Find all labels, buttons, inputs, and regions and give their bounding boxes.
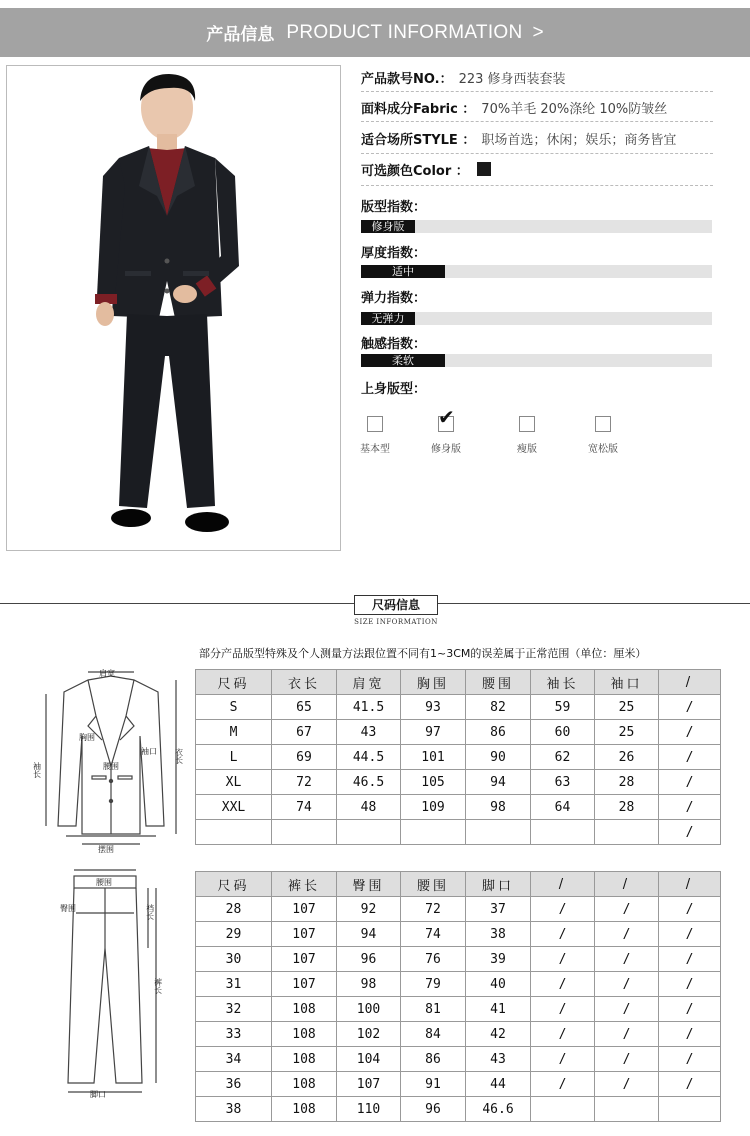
table-cell: 30 — [196, 947, 272, 972]
table-cell: / — [595, 1022, 659, 1047]
table-cell: / — [531, 1047, 595, 1072]
table-cell: 72 — [272, 770, 337, 795]
table-cell: 82 — [466, 695, 531, 720]
fit-index-bar — [361, 220, 712, 233]
table-cell: 74 — [401, 922, 466, 947]
table-cell: 43 — [337, 720, 401, 745]
jacket-diagram — [32, 666, 186, 854]
table-cell: / — [595, 922, 659, 947]
table-cell — [531, 820, 595, 845]
table-cell: / — [595, 1072, 659, 1097]
fit-option-label: 瘦版 — [517, 444, 537, 455]
table-cell: / — [659, 770, 721, 795]
table-cell: 97 — [401, 720, 466, 745]
table-cell: / — [659, 897, 721, 922]
model-number-label: 产品款号NO.： — [361, 71, 453, 87]
table-cell: 46.5 — [337, 770, 401, 795]
table-cell: / — [659, 820, 721, 845]
table-row — [196, 1072, 721, 1097]
table-cell: 96 — [401, 1097, 466, 1122]
table-cell: 92 — [337, 897, 401, 922]
column-header: 腰围 — [466, 670, 531, 695]
table-cell: 86 — [466, 720, 531, 745]
table-row — [196, 997, 721, 1022]
table-cell: 101 — [401, 745, 466, 770]
table-cell: 72 — [401, 897, 466, 922]
table-cell: / — [595, 972, 659, 997]
thickness-index-value: 适中 — [392, 265, 414, 278]
fabric-label: 面料成分Fabric ： — [361, 101, 476, 117]
table-cell: / — [595, 897, 659, 922]
table-cell: / — [531, 997, 595, 1022]
color-swatch[interactable] — [477, 162, 491, 176]
table-cell: XXL — [196, 795, 272, 820]
table-cell — [531, 1097, 595, 1122]
table-cell: 108 — [272, 1072, 337, 1097]
table-cell: / — [659, 745, 721, 770]
table-cell: 37 — [466, 897, 531, 922]
table-row — [196, 820, 721, 845]
divider — [361, 121, 713, 122]
table-row — [196, 1097, 721, 1122]
table-cell: 42 — [466, 1022, 531, 1047]
table-cell: 62 — [531, 745, 595, 770]
fit-index-value: 修身版 — [371, 220, 405, 233]
table-cell: 44 — [466, 1072, 531, 1097]
table-row — [196, 947, 721, 972]
column-header: / — [595, 872, 659, 897]
table-cell: / — [595, 1047, 659, 1072]
column-header: 臀围 — [337, 872, 401, 897]
table-cell — [466, 820, 531, 845]
hem-label: 摆围 — [98, 845, 114, 854]
table-cell: 65 — [272, 695, 337, 720]
column-header: / — [659, 670, 721, 695]
fit-index-label: 版型指数： — [361, 200, 427, 215]
divider — [361, 153, 713, 154]
table-cell: 25 — [595, 695, 659, 720]
table-cell: / — [659, 997, 721, 1022]
divider — [361, 185, 713, 186]
table-cell: 108 — [272, 1022, 337, 1047]
table-cell: / — [531, 947, 595, 972]
table-cell: 84 — [401, 1022, 466, 1047]
fit-option-loose[interactable] — [573, 416, 633, 455]
table-cell: / — [531, 972, 595, 997]
table-cell: XL — [196, 770, 272, 795]
table-cell: / — [659, 1022, 721, 1047]
table-cell: 33 — [196, 1022, 272, 1047]
header-title-zh: 产品信息 — [206, 25, 275, 45]
fit-option-label: 宽松版 — [588, 444, 618, 455]
table-row — [196, 770, 721, 795]
pants-diagram — [56, 868, 166, 1098]
sleeve-opening-label: 袖口 — [141, 747, 157, 756]
table-cell: / — [531, 897, 595, 922]
table-cell: 90 — [466, 745, 531, 770]
table-cell: 81 — [401, 997, 466, 1022]
style-label: 适合场所STYLE ： — [361, 132, 476, 148]
product-info-header — [0, 8, 750, 57]
table-cell: 59 — [531, 695, 595, 720]
column-header: 袖长 — [531, 670, 595, 695]
divider — [361, 91, 713, 92]
table-cell: 48 — [337, 795, 401, 820]
table-cell: 86 — [401, 1047, 466, 1072]
table-cell: 29 — [196, 922, 272, 947]
table-cell: / — [595, 947, 659, 972]
table-cell: 39 — [466, 947, 531, 972]
table-cell: 76 — [401, 947, 466, 972]
table-cell: 98 — [466, 795, 531, 820]
touch-index-bar — [361, 354, 712, 367]
table-row — [196, 1022, 721, 1047]
table-cell: 31 — [196, 972, 272, 997]
table-cell: 40 — [466, 972, 531, 997]
elasticity-index-label: 弹力指数： — [361, 291, 427, 306]
table-cell: / — [659, 972, 721, 997]
table-cell: 64 — [531, 795, 595, 820]
table-cell: / — [595, 997, 659, 1022]
table-cell: 69 — [272, 745, 337, 770]
table-cell: 107 — [337, 1072, 401, 1097]
column-header: 尺码 — [196, 670, 272, 695]
size-info-subtitle: SIZE INFORMATION — [354, 618, 438, 626]
rise-label: 裆长 — [145, 904, 155, 920]
table-cell — [659, 1097, 721, 1122]
table-cell: / — [659, 947, 721, 972]
checkbox-checked-icon[interactable] — [438, 405, 455, 432]
table-cell: 96 — [337, 947, 401, 972]
table-cell: 26 — [595, 745, 659, 770]
table-cell: 102 — [337, 1022, 401, 1047]
table-cell: 46.6 — [466, 1097, 531, 1122]
fabric-value: 70%羊毛 20%涤纶 10%防皱丝 — [481, 101, 668, 117]
touch-index-label: 触感指数： — [361, 337, 427, 352]
table-cell — [196, 820, 272, 845]
table-cell: / — [659, 795, 721, 820]
table-row — [196, 1047, 721, 1072]
table-cell: 93 — [401, 695, 466, 720]
column-header: 袖口 — [595, 670, 659, 695]
table-cell: 94 — [466, 770, 531, 795]
table-cell: 108 — [272, 1047, 337, 1072]
elasticity-index-bar — [361, 312, 712, 325]
table-cell: 105 — [401, 770, 466, 795]
table-row — [196, 720, 721, 745]
fit-option-label: 基本型 — [360, 444, 390, 455]
table-cell: 41 — [466, 997, 531, 1022]
table-cell: 107 — [272, 972, 337, 997]
table-cell: 25 — [595, 720, 659, 745]
table-cell: 107 — [272, 897, 337, 922]
table-cell: 28 — [595, 770, 659, 795]
fit-option-slim[interactable] — [416, 405, 476, 455]
table-cell: 79 — [401, 972, 466, 997]
table-cell: / — [659, 695, 721, 720]
table-cell: 108 — [272, 997, 337, 1022]
chevron-right-icon[interactable]: > — [532, 21, 544, 43]
column-header: / — [659, 872, 721, 897]
table-cell: 36 — [196, 1072, 272, 1097]
column-header: 腰围 — [401, 872, 466, 897]
column-header: 胸围 — [401, 670, 466, 695]
fit-option-basic[interactable] — [345, 416, 405, 455]
table-row — [196, 922, 721, 947]
table-cell: L — [196, 745, 272, 770]
table-cell: 41.5 — [337, 695, 401, 720]
size-info-title: 尺码信息 — [354, 595, 438, 615]
table-cell: 60 — [531, 720, 595, 745]
table-cell: 94 — [337, 922, 401, 947]
checkmark-icon: ✔ — [438, 405, 455, 429]
table-cell: S — [196, 695, 272, 720]
color-row — [361, 158, 713, 180]
checkbox-icon[interactable] — [595, 416, 611, 432]
product-photo — [6, 65, 341, 551]
hip-label: 臀围 — [60, 904, 76, 913]
column-header: 肩宽 — [337, 670, 401, 695]
table-cell: 110 — [337, 1097, 401, 1122]
table-cell — [337, 820, 401, 845]
table-cell: / — [531, 922, 595, 947]
body-fit-label: 上身版型： — [361, 382, 427, 397]
size-note: 部分产品版型特殊及个人测量方法跟位置不同有1~3CM的误差属于正常范围（单位：厘米） — [199, 647, 647, 660]
style-row — [361, 127, 713, 149]
table-cell: 107 — [272, 922, 337, 947]
table-cell: 44.5 — [337, 745, 401, 770]
chest-label: 胸围 — [79, 733, 95, 742]
fit-option-thin[interactable] — [497, 416, 557, 455]
table-cell: / — [659, 1072, 721, 1097]
table-cell: 32 — [196, 997, 272, 1022]
header-title-en: PRODUCT INFORMATION — [286, 21, 523, 43]
fit-option-label: 修身版 — [431, 444, 461, 455]
leg-opening-label: 脚口 — [90, 1090, 106, 1099]
table-cell — [595, 1097, 659, 1122]
table-cell: / — [531, 1022, 595, 1047]
table-row — [196, 972, 721, 997]
jacket-size-table — [195, 669, 721, 845]
checkbox-icon[interactable] — [519, 416, 535, 432]
table-cell: 43 — [466, 1047, 531, 1072]
column-header: 衣长 — [272, 670, 337, 695]
thickness-index-bar — [361, 265, 712, 278]
sleeve-length-label: 袖长 — [32, 762, 42, 778]
column-header: / — [531, 872, 595, 897]
pants-header-row — [196, 872, 721, 897]
pants-length-label: 裤长 — [153, 978, 163, 994]
elasticity-index-value: 无弹力 — [371, 312, 405, 325]
table-cell: 63 — [531, 770, 595, 795]
checkbox-icon[interactable] — [367, 416, 383, 432]
table-cell: 38 — [196, 1097, 272, 1122]
jacket-header-row — [196, 670, 721, 695]
fabric-row — [361, 96, 713, 118]
table-cell: M — [196, 720, 272, 745]
column-header: 脚口 — [466, 872, 531, 897]
table-cell: 104 — [337, 1047, 401, 1072]
table-cell: 38 — [466, 922, 531, 947]
table-cell: 100 — [337, 997, 401, 1022]
table-cell: 91 — [401, 1072, 466, 1097]
jacket-length-label: 衣长 — [174, 748, 184, 764]
table-cell: 108 — [272, 1097, 337, 1122]
table-cell: 67 — [272, 720, 337, 745]
color-label: 可选颜色Color ： — [361, 163, 469, 179]
table-cell: 28 — [595, 795, 659, 820]
waist-label: 腰围 — [103, 762, 119, 771]
model-number-row — [361, 66, 713, 88]
touch-index-value: 柔软 — [392, 354, 414, 367]
table-cell: 74 — [272, 795, 337, 820]
table-cell: / — [659, 1047, 721, 1072]
table-cell — [272, 820, 337, 845]
table-cell: / — [531, 1072, 595, 1097]
table-cell: 107 — [272, 947, 337, 972]
table-cell: / — [659, 720, 721, 745]
table-cell: 34 — [196, 1047, 272, 1072]
table-row — [196, 795, 721, 820]
column-header: 裤长 — [272, 872, 337, 897]
thickness-index-label: 厚度指数： — [361, 246, 427, 261]
table-row — [196, 695, 721, 720]
table-cell — [401, 820, 466, 845]
style-value: 职场首选；休闲；娱乐；商务皆宜 — [481, 132, 677, 148]
pants-waist-label: 腰围 — [96, 878, 112, 887]
table-cell: 98 — [337, 972, 401, 997]
table-row — [196, 745, 721, 770]
table-cell: 28 — [196, 897, 272, 922]
model-number-value: 223 修身西装套装 — [458, 71, 566, 87]
column-header: 尺码 — [196, 872, 272, 897]
table-row — [196, 897, 721, 922]
table-cell — [595, 820, 659, 845]
shoulder-width-label: 肩宽 — [99, 669, 115, 678]
table-cell: 109 — [401, 795, 466, 820]
table-cell: / — [659, 922, 721, 947]
pants-size-table — [195, 871, 721, 1122]
